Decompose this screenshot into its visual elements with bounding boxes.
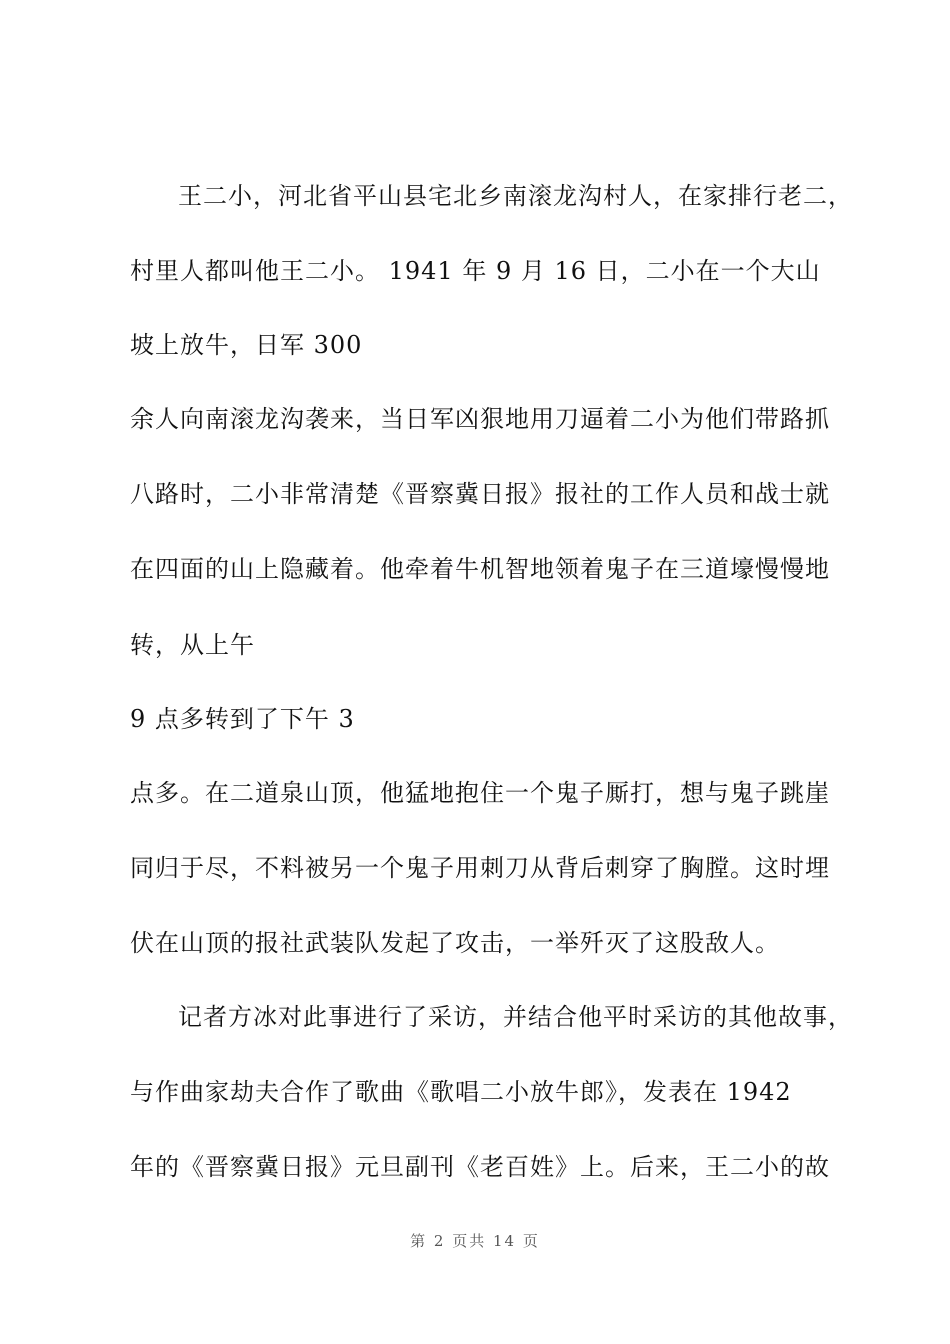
paragraph-2-line-1: 记者方冰对此事进行了采访，并结合他平时采访的其他故事， [178,1003,853,1031]
paragraph-2-line-3: 年的《晋察冀日报》元旦副刊《老百姓》上。后来，王二小的故 [130,1153,830,1181]
paragraph-1-line-8: 9 点多转到了下午 3 [130,705,355,733]
paragraph-1-line-3: 坡上放牛，日军 300 [130,331,363,359]
paragraph-1-line-9: 点多。在二道泉山顶，他猛地抱住一个鬼子厮打，想与鬼子跳崖 [130,779,830,807]
paragraph-1-line-4: 余人向南滚龙沟袭来，当日军凶狠地用刀逼着二小为他们带路抓 [130,405,830,433]
paragraph-1-line-1: 王二小，河北省平山县宅北乡南滚龙沟村人，在家排行老二， [178,182,853,210]
paragraph-1-line-10: 同归于尽，不料被另一个鬼子用刺刀从背后刺穿了胸膛。这时埋 [130,854,830,882]
paragraph-1-line-6: 在四面的山上隐藏着。他牵着牛机智地领着鬼子在三道壕慢慢地 [130,555,830,583]
paragraph-1-line-11: 伏在山顶的报社武装队发起了攻击，一举歼灭了这股敌人。 [130,929,780,957]
page-number-footer: 第 2 页共 14 页 [410,1232,540,1250]
paragraph-1-line-2: 村里人都叫他王二小。 1941 年 9 月 16 日，二小在一个大山 [130,257,821,285]
paragraph-2-line-2: 与作曲家劫夫合作了歌曲《歌唱二小放牛郎》，发表在 1942 [130,1078,792,1106]
paragraph-1-line-5: 八路时，二小非常清楚《晋察冀日报》报社的工作人员和战士就 [130,480,830,508]
paragraph-1-line-7: 转，从上午 [130,631,255,659]
